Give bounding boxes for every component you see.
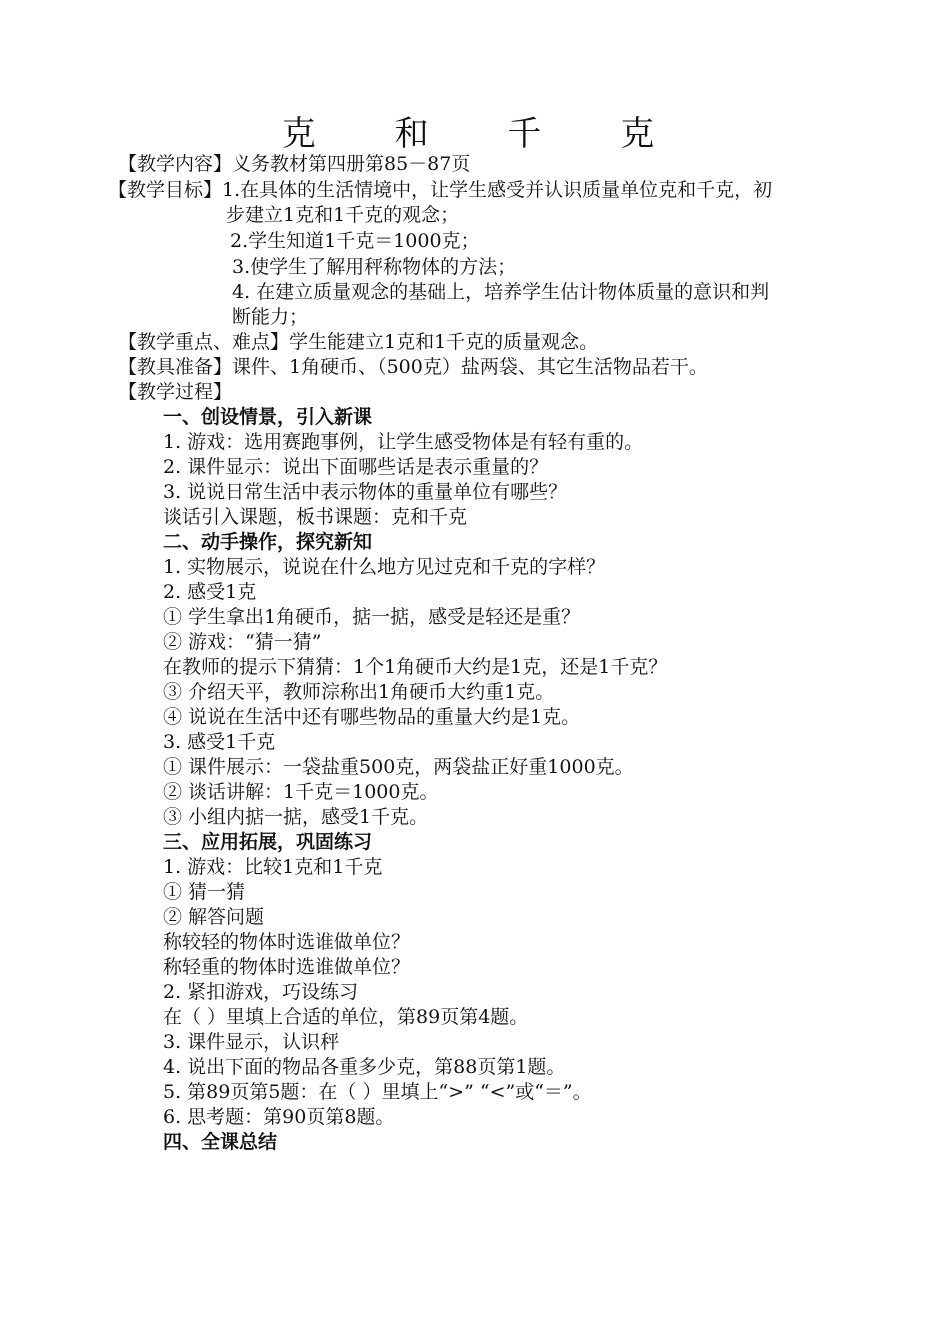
teaching-focus: 【教学重点、难点】学生能建立1克和1千克的质量观念。: [118, 331, 599, 353]
teaching-goal-4: 4. 在建立质量观念的基础上，培养学生估计物体质量的意识和判: [232, 281, 770, 303]
teaching-goal-1: 【教学目标】1.在具体的生活情境中，让学生感受并认识质量单位克和千克，初: [108, 179, 773, 201]
list-item: 2. 课件显示：说出下面哪些话是表示重量的？: [163, 456, 549, 478]
list-item: 5. 第89页第5题：在（ ）里填上“>” “<”或“＝”。: [163, 1081, 592, 1103]
list-item: 2. 感受1克: [163, 581, 257, 603]
list-item: 3. 课件显示，认识秤: [163, 1031, 340, 1053]
list-item: 2. 紧扣游戏，巧设练习: [163, 981, 359, 1003]
section-heading-1: 一、创设情景，引入新课: [163, 406, 373, 428]
list-item: 4. 说出下面的物品各重多少克，第88页第1题。: [163, 1056, 566, 1078]
section-heading-3: 三、应用拓展，巩固练习: [163, 831, 373, 853]
section-heading-2: 二、动手操作，探究新知: [163, 531, 373, 553]
list-item: 谈话引入课题，板书课题：克和千克: [163, 506, 468, 528]
teaching-goal-2: 2.学生知道1千克＝1000克；: [230, 230, 480, 252]
list-item: 1. 游戏：比较1克和1千克: [163, 856, 383, 878]
list-item: ② 谈话讲解：1千克＝1000克。: [163, 781, 439, 803]
teaching-process-heading: 【教学过程】: [118, 381, 233, 403]
list-item: ④ 说说在生活中还有哪些物品的重量大约是1克。: [163, 706, 581, 728]
list-item: 在教师的提示下猜猜：1个1角硬币大约是1克，还是1千克？: [163, 656, 668, 678]
list-item: 在（ ）里填上合适的单位，第89页第4题。: [163, 1006, 529, 1028]
list-item: 1. 游戏：选用赛跑事例，让学生感受物体是有轻有重的。: [163, 431, 644, 453]
teaching-content: 【教学内容】义务教材第四册第85－87页: [118, 153, 471, 175]
list-item: ③ 小组内掂一掂，感受1千克。: [163, 806, 429, 828]
list-item: ① 学生拿出1角硬币，掂一掂，感受是轻还是重？: [163, 606, 581, 628]
teaching-tools: 【教具准备】课件、1角硬币、（500克）盐两袋、其它生活物品若干。: [118, 356, 708, 378]
list-item: 称轻重的物体时选谁做单位？: [163, 956, 411, 978]
teaching-goal-4-cont: 断能力；: [232, 306, 309, 328]
section-heading-4: 四、全课总结: [163, 1131, 278, 1153]
list-item: ② 游戏：“猜一猜”: [163, 631, 322, 653]
list-item: 称较轻的物体时选谁做单位？: [163, 931, 411, 953]
list-item: 1. 实物展示，说说在什么地方见过克和千克的字样？: [163, 556, 606, 578]
list-item: ① 课件展示：一袋盐重500克，两袋盐正好重1000克。: [163, 756, 634, 778]
list-item: ① 猜一猜: [163, 881, 246, 903]
list-item: 6. 思考题：第90页第8题。: [163, 1106, 395, 1128]
list-item: 3. 说说日常生活中表示物体的重量单位有哪些？: [163, 481, 568, 503]
page-title: 克 和 千 克: [281, 114, 689, 154]
teaching-goal-1-cont: 步建立1克和1千克的观念；: [226, 204, 460, 226]
list-item: ② 解答问题: [163, 906, 265, 928]
teaching-goal-3: 3.使学生了解用秤称物体的方法；: [232, 256, 517, 278]
list-item: 3. 感受1千克: [163, 731, 276, 753]
list-item: ③ 介绍天平，教师淙称出1角硬币大约重1克。: [163, 681, 555, 703]
